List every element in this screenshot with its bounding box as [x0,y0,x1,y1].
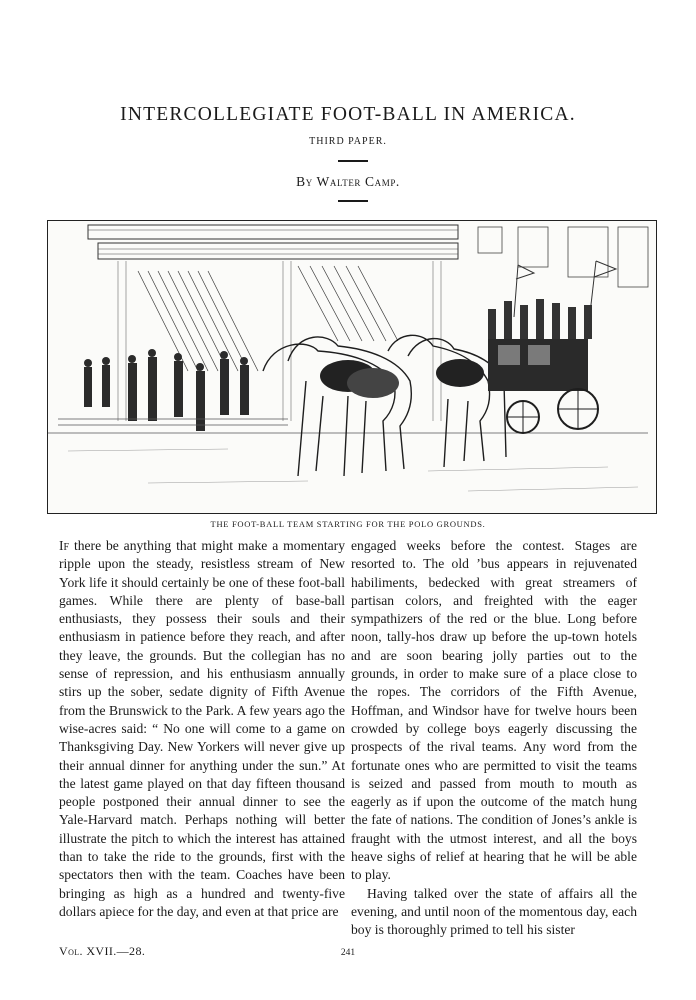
article-title: INTERCOLLEGIATE FOOT-BALL IN AMERICA. [120,104,576,125]
drop-word: If [59,538,70,553]
engraving-drawing [48,221,656,513]
byline-divider [338,200,368,202]
paragraph: engaged weeks before the contest. Stages are resorted to. The old ’bus appears in rejuvenated habiliments, bedecked with great streamers of partisan colors, and freighted with the eager sympathizers of the red or the blue. Long before noon, tally-hos draw up before the up-town hotels and are soon bearing jolly parties out to the grounds, in order to make sure of a place close to the ropes. The corridors of the Fifth Avenue, Hoffman, and Windsor have for twelve hours been crowded by college boys eagerly discussing the prospects of the rival teams. Any word from the fortunate ones who are permitted to visit the teams is seized and passed from mouth to mouth as eagerly as if upon the outcome of the match hung the fate of nations. The condition of Jones’s ankle is fraught with the utmost interest, and all the boys heave sighs of relief at hearing that he will be able to play. [351,538,637,883]
article-subtitle: THIRD PAPER. [309,136,387,147]
engraving-illustration [47,220,657,514]
volume-number: Vol. XVII.—28. [59,944,146,958]
illustration-caption: THE FOOT-BALL TEAM STARTING FOR THE POLO GROUNDS. [210,519,486,529]
text-column-right [351,537,637,937]
article-byline: By Walter Camp. [296,174,400,189]
title-divider [338,160,368,162]
paragraph [59,537,345,921]
paragraph: Having talked over the state of affairs all the evening, and until noon of the momentous day, each boy is thoroughly primed to tell his sister [351,885,637,937]
page-number: 241 [340,948,356,958]
paragraph-text: there be anything that might make a momentary ripple upon the steady, resistless stream of New York life it should certainly be one of these foot-ball games. While there are plenty of base-ball enthusiasts, they possess their souls and their enthusiasm in patience before they reach, and after they leave, the grounds. But the collegian has no sense of repression, and his enthusiasm annually stirs up the sober, sedate dignity of Fifth Avenue from the Brunswick to the Park. A few years ago the wise-acres said: “ No one will come to a game on Thanksgiving Day. New Yorkers will never give up their annual dinner for anything under the sun.” At the latest game played on that day fifteen thousand people postponed their annual dinner to see the Yale-Harvard match. Perhaps nothing will better illustrate the pitch to which the interest has attained than to take the ride to the grounds, first with the spectators then with the team. Coaches have been bringing as high as a hundred and twenty-five dollars apiece for the day, and even at that price are [59,538,345,919]
text-column-left [59,537,345,937]
